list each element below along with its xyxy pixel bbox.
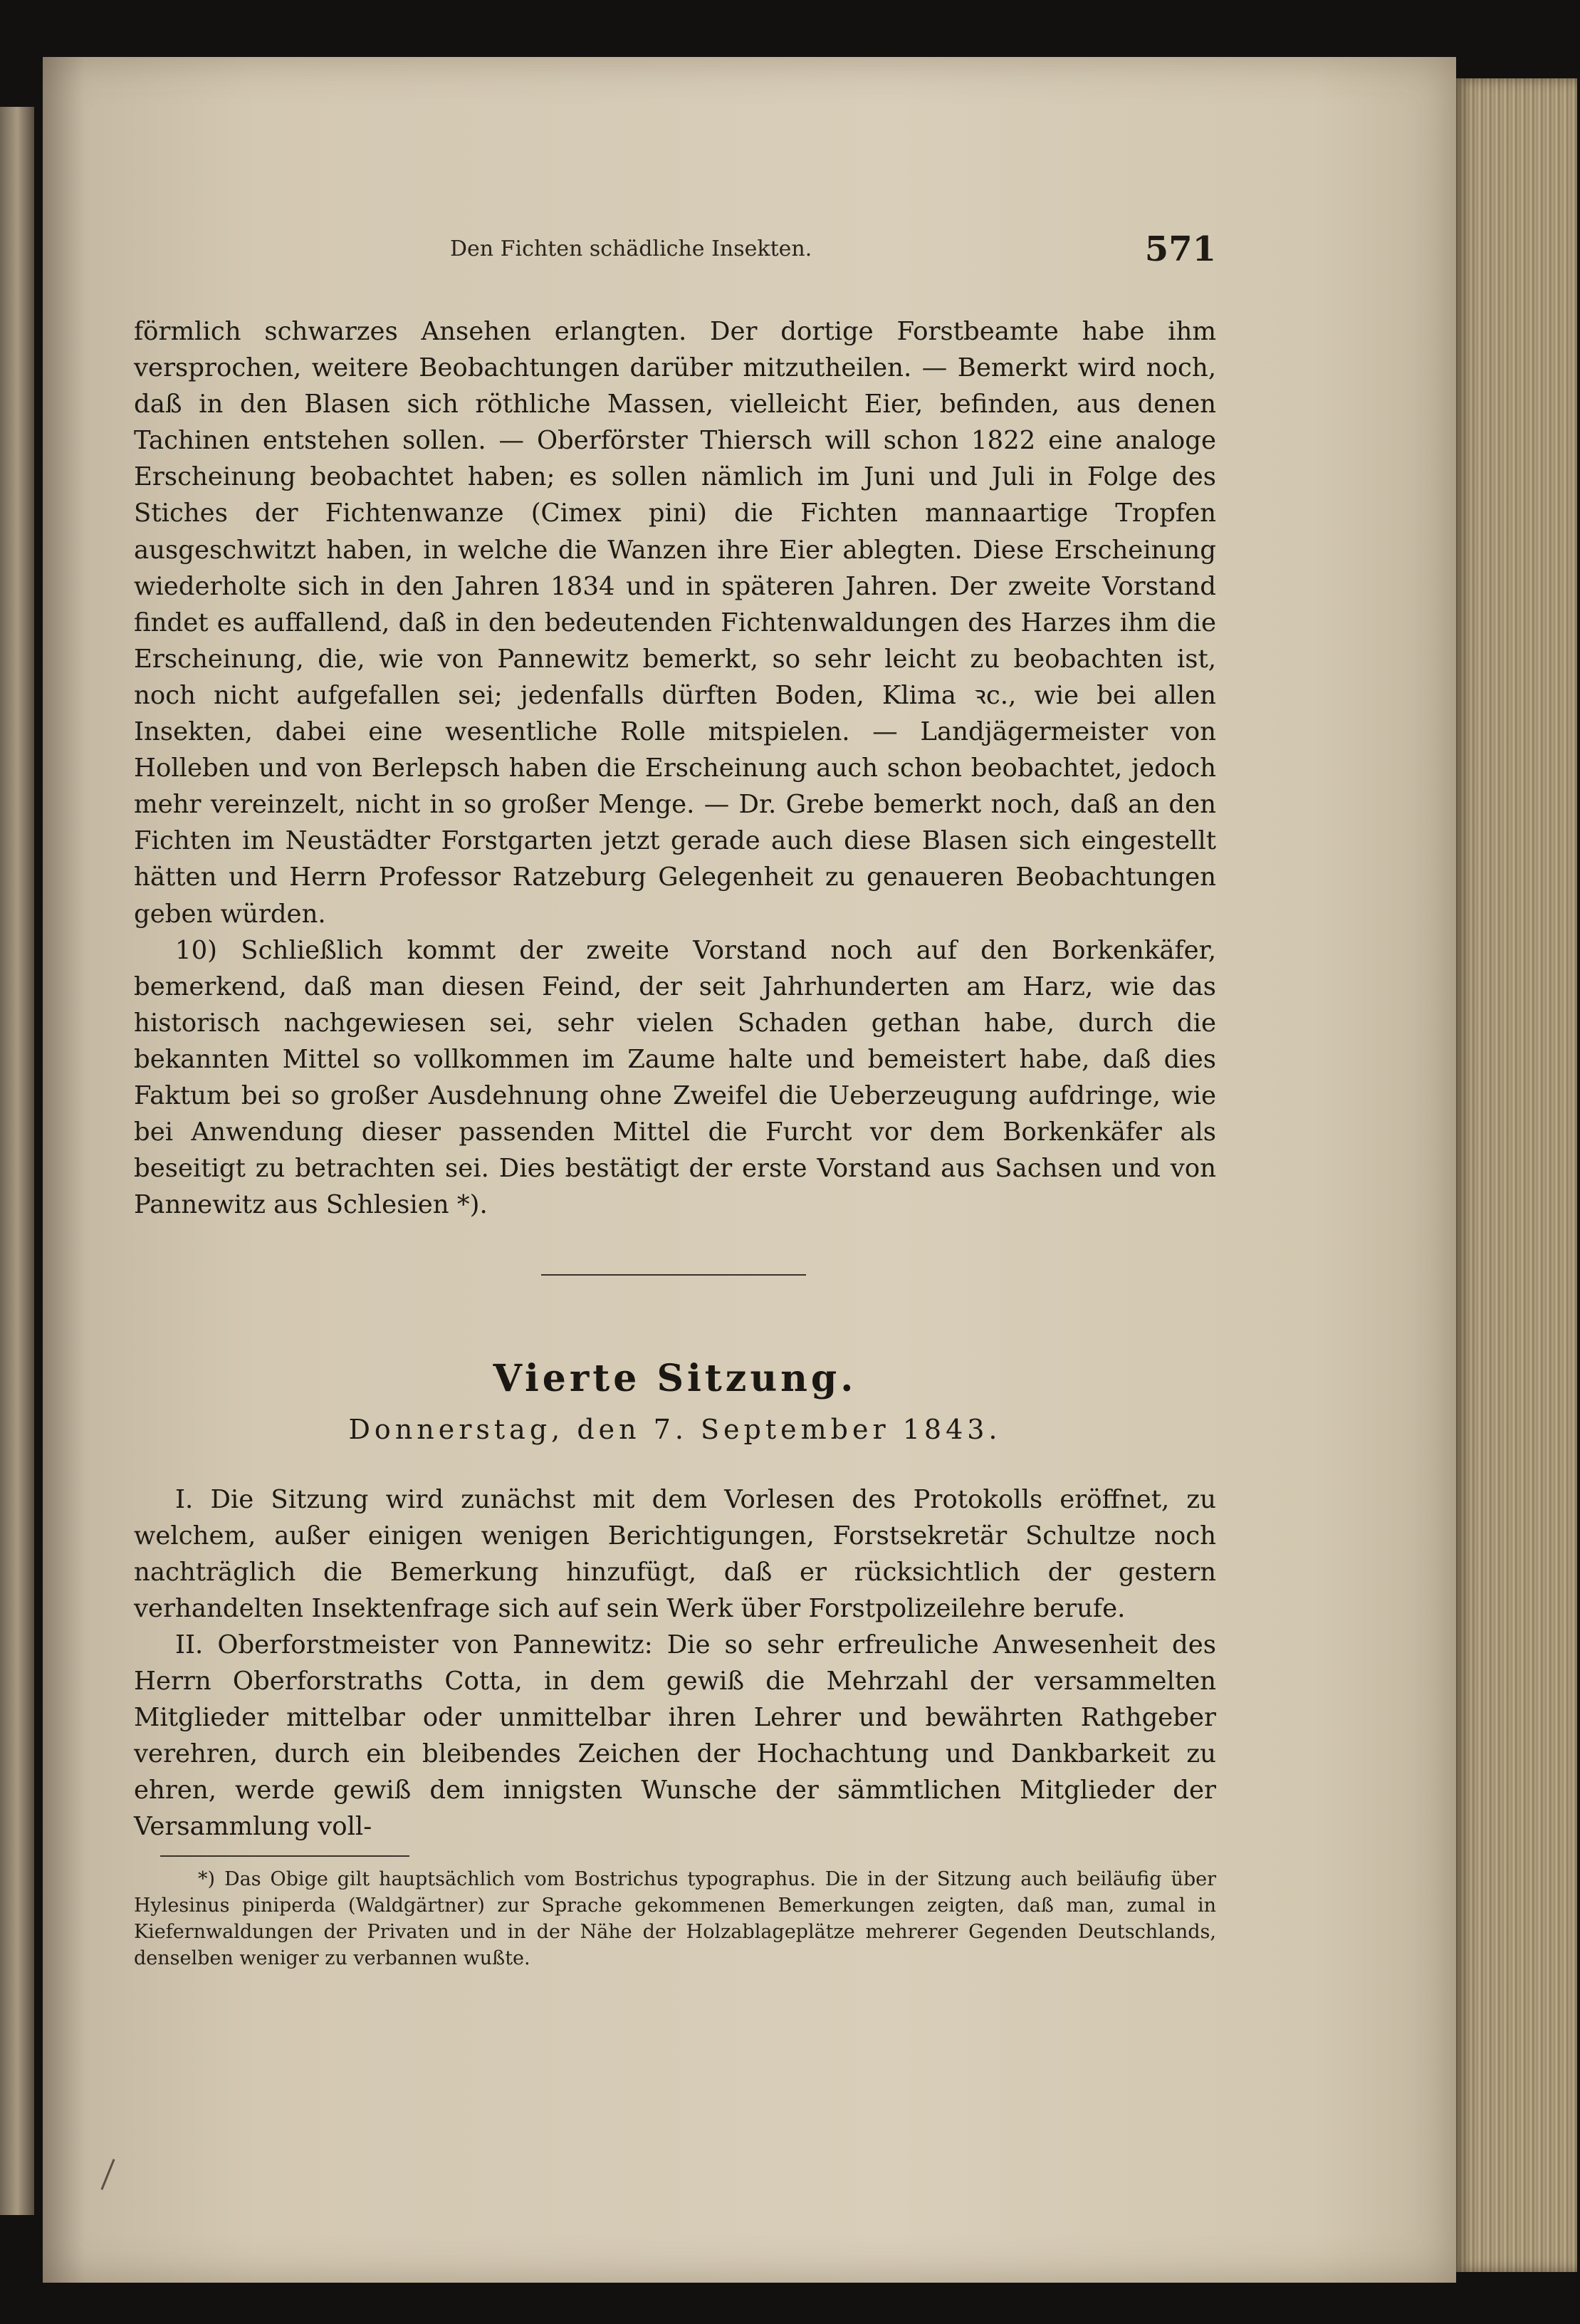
body-text <box>134 313 1216 1223</box>
page-number: 571 <box>1144 229 1216 269</box>
section-title: Vierte Sitzung. <box>493 1357 857 1400</box>
page-stack-edge <box>1456 78 1577 2272</box>
paragraph-I: I. Die Sitzung wird zunächst mit dem Vorlesen des Protokolls eröffnet, zu welchem, außer einigen wenigen Berichtigungen, Forstsekretär Schultze noch nachträglich die Bemerkung hinzufügt, daß er rücksichtlich der gestern verhandelten Insektenfrage sich auf sein Werk über Forstpolizeilehre berufe. <box>134 1485 1216 1623</box>
section-divider <box>541 1274 806 1276</box>
section-body <box>134 1481 1216 1845</box>
paragraph-continuation: förmlich schwarzes Ansehen erlangten. Der dortige Forstbeamte habe ihm versprochen, weitere Beobachtungen darüber mitzutheilen. — Bemerkt wird noch, daß in den Blasen sich röthliche Massen, vielleicht Eier, befinden, aus denen Tachinen entstehen sollen. — Oberförster Thiersch will schon 1822 eine analoge Erscheinung beobachtet haben; es sollen nämlich im Juni und Juli in Folge des Stiches der Fichtenwanze (Cimex pini) die Fichten mannaartige Tropfen ausgeschwitzt haben, in welche die Wanzen ihre Eier ablegten. Diese Erscheinung wiederholte sich in den Jahren 1834 und in späteren Jahren. Der zweite Vorstand findet es auffallend, daß in den bedeutenden Fichtenwaldungen des Harzes ihm die Erscheinung, die, wie von Pannewitz bemerkt, so sehr leicht zu beobachten ist, noch nicht aufgefallen sei; jedenfalls dürften Boden, Klima ꝛc., wie bei allen Insekten, dabei eine wesentliche Rolle mitspielen. — Landjägermeister von Holleben und von Berlepsch haben die Erscheinung auch schon beobachtet, jedoch mehr vereinzelt, nicht in so großer Menge. — Dr. Grebe bemerkt noch, daß an den Fichten im Neustädter Forstgarten jetzt gerade auch diese Blasen sich eingestellt hätten und Herrn Professor Ratzeburg Gelegenheit zu genaueren Beobachtungen geben würden. <box>134 317 1216 929</box>
running-head <box>134 229 1216 272</box>
footnote: *) Das Obige gilt hauptsächlich vom Bostrichus typographus. Die in der Sitzung auch beiläufig über Hylesinus piniperda (Waldgärtner) zur Sprache gekommenen Bemerkungen zeigten, daß man, zumal in Kiefernwaldungen der Privaten und in der Nähe der Holzablageplätze mehrerer Gegenden Deutschlands, denselben weniger zu verbannen wußte. <box>134 1868 1216 1969</box>
left-page-edge <box>0 107 34 2215</box>
paragraph-II: II. Oberforstmeister von Pannewitz: Die so sehr erfreuliche Anwesenheit des Herrn Oberforstraths Cotta, in dem gewiß die Mehrzahl der versammelten Mitglieder mittelbar oder unmittelbar ihren Lehrer und bewährten Rathgeber verehren, durch ein bleibendes Zeichen der Hochachtung und Dankbarkeit zu ehren, werde gewiß dem innigsten Wunsche der sämmtlichen Mitglieder der Versammlung voll- <box>134 1630 1216 1841</box>
running-title: Den Fichten schädliche Insekten. <box>450 236 812 261</box>
section-date: Donnerstag, den 7. September 1843. <box>348 1414 1002 1445</box>
paragraph-10: 10) Schließlich kommt der zweite Vorstand noch auf den Borkenkäfer, bemerkend, daß man diesen Feind, der seit Jahrhunderten am Harz, wie das historisch nachgewiesen sei, sehr vielen Schaden gethan habe, durch die bekannten Mittel so vollkommen im Zaume halte und bemeistert habe, daß dies Faktum bei so großer Ausdehnung ohne Zweifel die Ueberzeugung aufdringe, wie bei Anwendung dieser passenden Mittel die Furcht vor dem Borkenkäfer als beseitigt zu betrachten sei. Dies bestätigt der erste Vorstand aus Sachsen und von Pannewitz aus Schlesien *). <box>134 935 1216 1220</box>
footnote-rule <box>160 1855 409 1857</box>
